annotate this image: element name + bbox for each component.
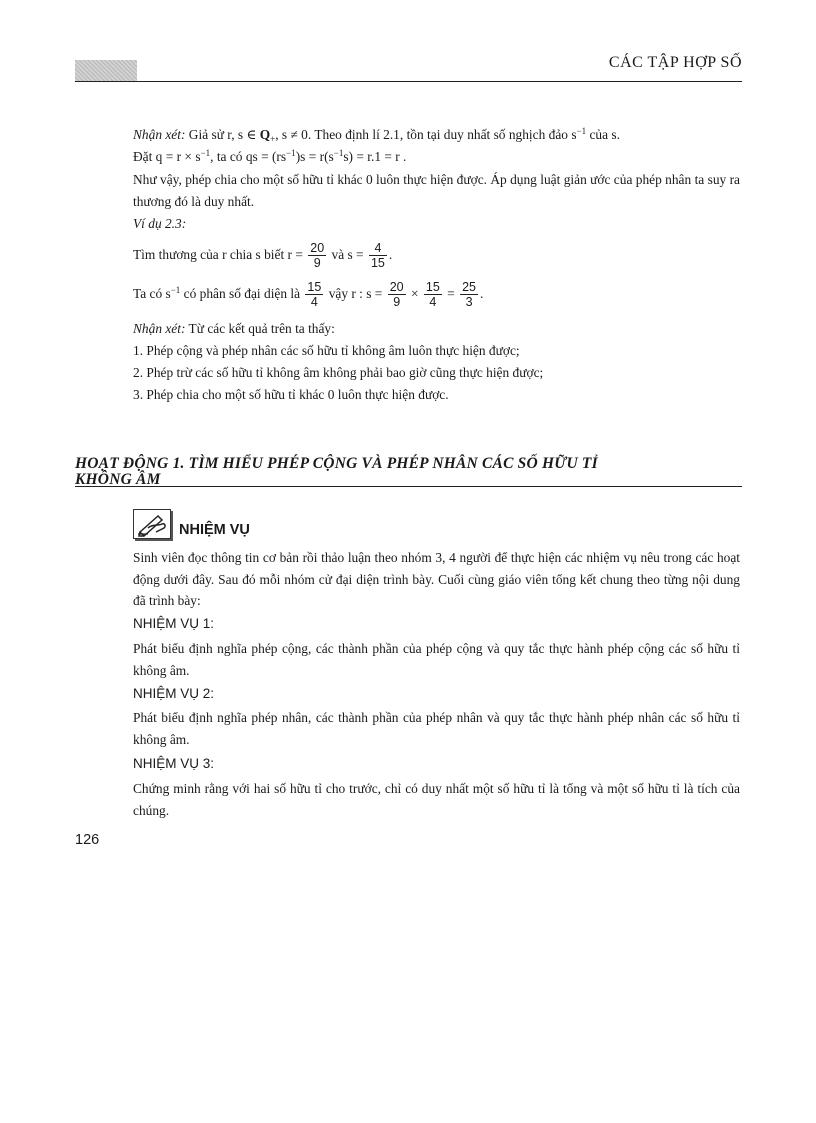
fraction-result: [460, 280, 478, 310]
task-2-title: NHIỆM VỤ 2:: [133, 686, 215, 701]
denominator: 15: [370, 255, 385, 270]
section-heading: [75, 456, 742, 488]
denominator: 3: [465, 294, 473, 309]
numerator: 15: [307, 279, 322, 294]
numerator: 4: [369, 241, 387, 256]
section-heading-line: KHÔNG ÂM: [75, 471, 161, 488]
set-q-symbol: Q: [259, 127, 271, 142]
example-answer-text: có phân số đại diện là: [183, 286, 301, 301]
task-1-title: NHIỆM VỤ 1:: [133, 616, 215, 631]
header-rule: [75, 81, 742, 82]
example-answer: [133, 277, 740, 311]
fraction-r: [308, 241, 326, 271]
remark-1-text: Giả sử r, s ∈: [188, 127, 260, 142]
fraction-s: [369, 241, 387, 271]
task-1-text: Phát biểu định nghĩa phép cộng, các thành phần của phép cộng và quy tắc thực hành phép cộng các số hữu tỉ không âm.: [133, 641, 740, 678]
inverse-exponent: −1: [200, 147, 211, 158]
remark-1-text: , ta có qs = (rs: [210, 148, 287, 164]
running-header-title: CÁC TẬP HỢP SỐ: [608, 54, 742, 71]
header-decoration: [75, 60, 137, 82]
task-2-text: Phát biểu định nghĩa phép nhân, các thành phần của phép nhân và quy tắc thực hành phép nhân các số hữu tỉ không âm.: [133, 710, 740, 747]
section-rule: [75, 486, 742, 487]
section-heading-line: HOẠT ĐỘNG 1. TÌM HIỂU PHÉP CỘNG VÀ PHÉP NHÂN CÁC SỐ HỮU TỈ: [75, 455, 598, 472]
remark-list-item: 1. Phép cộng và phép nhân các số hữu tỉ không âm luôn thực hiện được;: [133, 343, 520, 358]
fraction-factor-2: [424, 280, 442, 310]
inverse-exponent: −1: [286, 147, 296, 158]
inverse-exponent: −1: [170, 285, 181, 295]
denominator: 4: [310, 294, 318, 309]
example-answer-text: Ta có s: [133, 286, 171, 301]
denominator: 9: [313, 255, 321, 270]
task-title: NHIỆM VỤ: [179, 522, 250, 538]
remark-list-item: 2. Phép trừ các số hữu tỉ không âm không phải bao giờ cũng thực hiện được;: [133, 365, 544, 380]
remark-2-text: Từ các kết quả trên ta thấy:: [188, 321, 335, 336]
task-3-title: NHIỆM VỤ 3:: [133, 756, 215, 771]
equals-sign: =: [447, 286, 455, 301]
remark-1-text: s) = r.1 = r .: [343, 148, 407, 164]
denominator: 4: [429, 294, 437, 309]
remark-1: [133, 124, 740, 167]
example-answer-text: vậy r : s =: [328, 286, 383, 301]
period: .: [480, 286, 484, 301]
numerator: 25: [462, 279, 476, 294]
task-3-text: Chứng minh rằng với hai số hữu tỉ cho trước, chỉ có duy nhất một số hữu tỉ là tổng và một số hữu tỉ là tích của chúng.: [133, 781, 740, 818]
numerator: 20: [389, 279, 404, 294]
example-question-text: Tìm thương của r chia s biết r =: [133, 247, 303, 262]
denominator: 9: [393, 294, 401, 309]
remark-list-item: 3. Phép chia cho một số hữu tỉ khác 0 luôn thực hiện được.: [133, 387, 449, 402]
times-sign: ×: [410, 286, 419, 301]
period: .: [388, 247, 393, 262]
remark-1-text: Đặt q = r × s: [133, 148, 201, 164]
subscript-plus: +: [270, 134, 276, 144]
remark-1-text: , s ≠ 0. Theo định lí 2.1, tồn tại duy nhất số nghịch đảo s: [275, 127, 577, 142]
inverse-exponent: −1: [333, 147, 344, 158]
remark-1-text: của s.: [586, 127, 620, 142]
paragraph-division: Như vậy, phép chia cho một số hữu tỉ khác 0 luôn thực hiện được. Áp dụng luật giản ước của phép nhân ta suy ra thương đó là duy nhất.: [133, 172, 740, 209]
fraction-factor-1: [388, 280, 406, 310]
remark-label: Nhận xét:: [133, 127, 186, 142]
numerator: 15: [425, 279, 440, 294]
remark-2: [133, 318, 740, 340]
numerator: 20: [310, 240, 325, 255]
remark-1-text: )s = r(s: [295, 148, 334, 164]
example-label: Ví dụ 2.3:: [133, 216, 187, 231]
remark-label: Nhận xét:: [133, 321, 186, 336]
page-number: 126: [75, 832, 100, 848]
fraction-inverse-s: [305, 280, 323, 310]
pencil-hand-icon: [133, 509, 171, 539]
inverse-exponent: −1: [576, 126, 587, 136]
task-intro: Sinh viên đọc thông tin cơ bản rồi thảo luận theo nhóm 3, 4 người để thực hiện các nhiệm vụ nêu trong các hoạt động dưới đây. Sau đó mỗi nhóm cử đại diện trình bày. Cuối cùng giáo viên tổng kết chung theo từng nội dung đã trình bày:: [133, 550, 740, 609]
example-question: [133, 238, 740, 272]
example-question-text: và s =: [331, 247, 364, 262]
